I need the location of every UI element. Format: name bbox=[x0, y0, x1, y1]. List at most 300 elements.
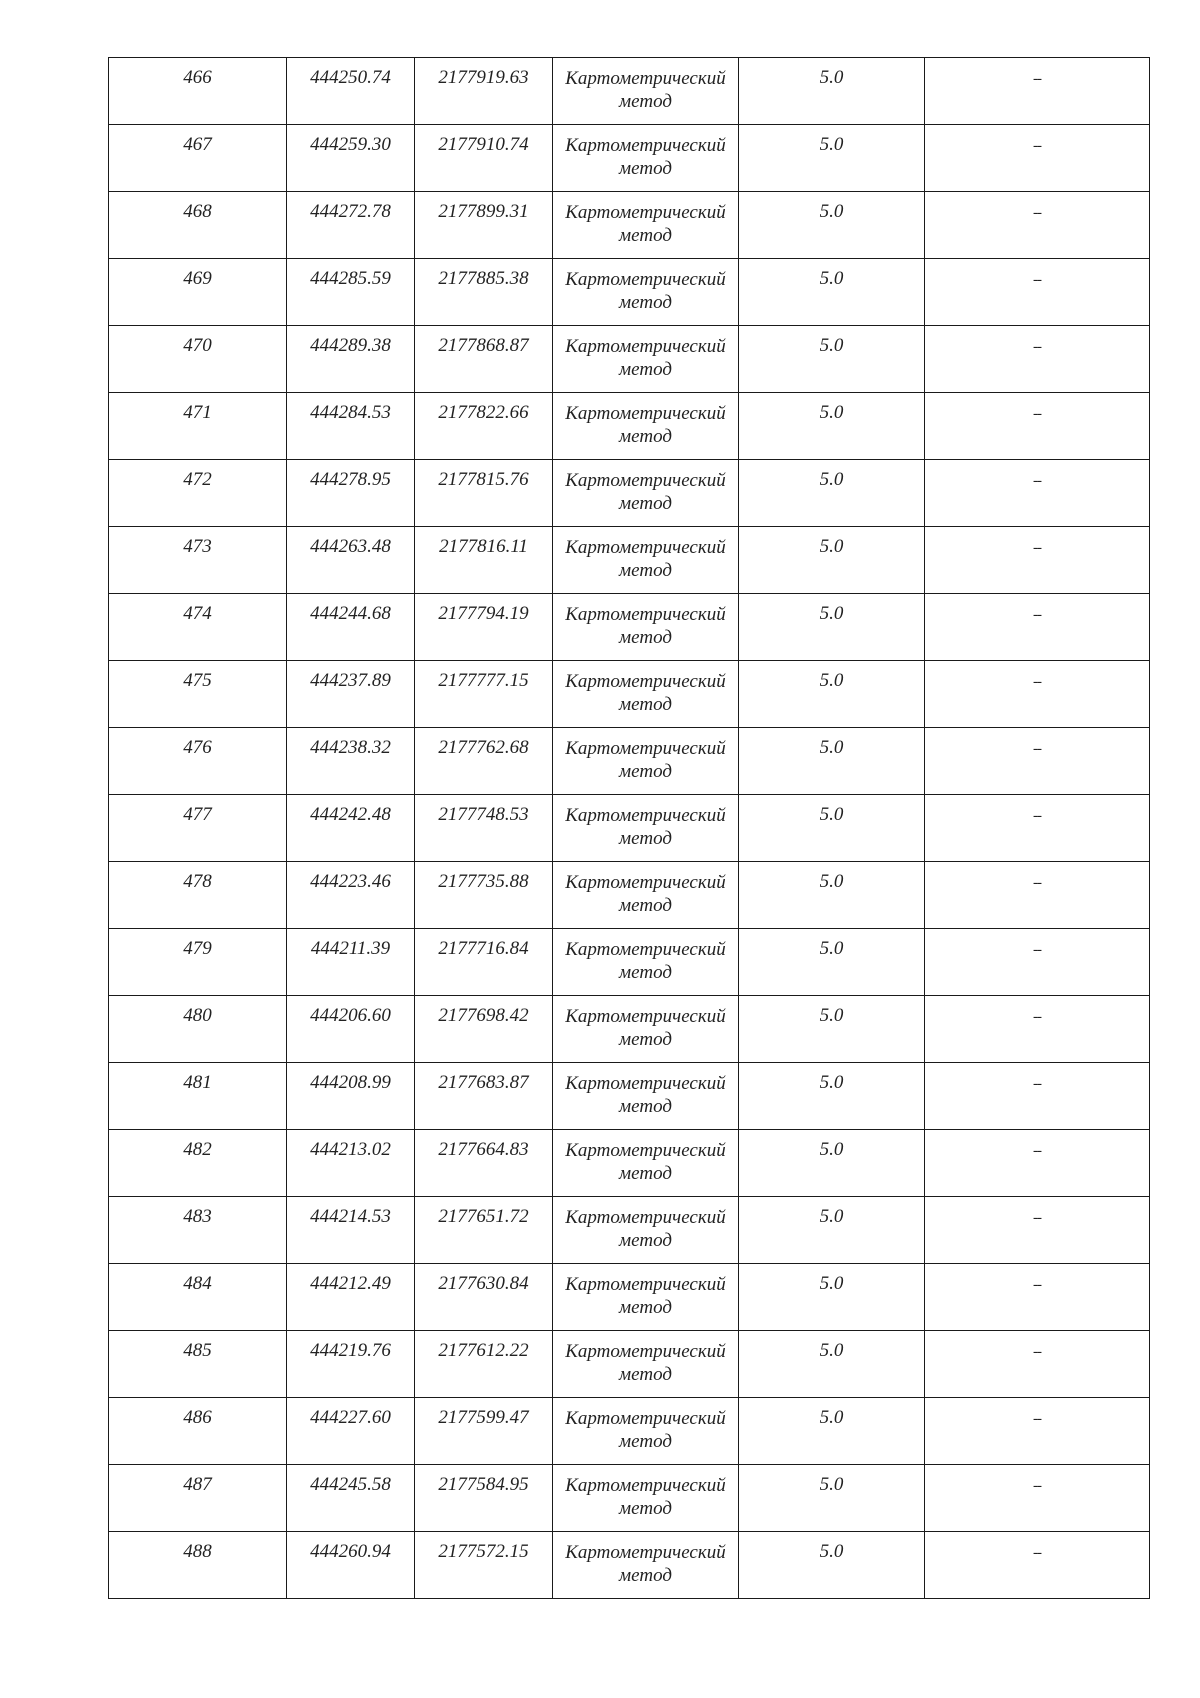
method-cell bbox=[553, 1197, 739, 1264]
note-cell bbox=[925, 527, 1150, 594]
x-coordinate-cell bbox=[287, 259, 415, 326]
method-cell bbox=[553, 795, 739, 862]
note-cell-text: -- bbox=[1033, 808, 1041, 824]
x-coordinate-cell-text: 444213.02 bbox=[310, 1139, 391, 1160]
table-row bbox=[109, 1264, 1150, 1331]
point-number-cell bbox=[109, 192, 287, 259]
note-cell-text: -- bbox=[1033, 942, 1041, 958]
method-text bbox=[553, 795, 738, 850]
note-cell bbox=[925, 862, 1150, 929]
y-coordinate-cell-text: 2177910.74 bbox=[438, 134, 529, 155]
accuracy-cell bbox=[739, 1398, 925, 1465]
x-coordinate-cell-text: 444214.53 bbox=[310, 1206, 391, 1227]
method-text bbox=[553, 1130, 738, 1185]
note-cell-text: -- bbox=[1033, 406, 1041, 422]
point-number-cell-text: 486 bbox=[183, 1407, 212, 1428]
y-coordinate-cell-text: 2177816.11 bbox=[439, 536, 528, 557]
method-cell bbox=[553, 393, 739, 460]
method-line-1: Картометрический bbox=[565, 1207, 726, 1228]
y-coordinate-cell-text: 2177919.63 bbox=[438, 67, 529, 88]
y-coordinate-cell bbox=[415, 259, 553, 326]
x-coordinate-cell-text: 444245.58 bbox=[310, 1474, 391, 1495]
method-line-1: Картометрический bbox=[565, 805, 726, 826]
y-coordinate-cell bbox=[415, 393, 553, 460]
y-coordinate-cell-text: 2177599.47 bbox=[438, 1407, 529, 1428]
table-row bbox=[109, 862, 1150, 929]
x-coordinate-cell-text: 444206.60 bbox=[310, 1005, 391, 1026]
method-line-1: Картометрический bbox=[565, 1140, 726, 1161]
note-cell bbox=[925, 393, 1150, 460]
table-row bbox=[109, 728, 1150, 795]
x-coordinate-cell bbox=[287, 1398, 415, 1465]
point-number-cell-text: 482 bbox=[183, 1139, 212, 1160]
method-line-1: Картометрический bbox=[565, 939, 726, 960]
note-cell-text: -- bbox=[1033, 272, 1041, 288]
table-row bbox=[109, 1532, 1150, 1599]
method-line-1: Картометрический bbox=[565, 671, 726, 692]
accuracy-cell-text: 5.0 bbox=[819, 737, 844, 758]
table-row bbox=[109, 661, 1150, 728]
point-number-cell-text: 487 bbox=[183, 1474, 212, 1495]
x-coordinate-cell bbox=[287, 527, 415, 594]
y-coordinate-cell-text: 2177748.53 bbox=[438, 804, 529, 825]
method-text bbox=[553, 125, 738, 180]
accuracy-cell bbox=[739, 862, 925, 929]
y-coordinate-cell-text: 2177716.84 bbox=[438, 938, 529, 959]
note-cell bbox=[925, 460, 1150, 527]
note-cell bbox=[925, 996, 1150, 1063]
point-number-cell bbox=[109, 527, 287, 594]
method-cell bbox=[553, 594, 739, 661]
accuracy-cell bbox=[739, 1130, 925, 1197]
x-coordinate-cell-text: 444227.60 bbox=[310, 1407, 391, 1428]
coordinates-table bbox=[108, 57, 1150, 1599]
accuracy-cell-text: 5.0 bbox=[819, 1273, 844, 1294]
x-coordinate-cell-text: 444237.89 bbox=[310, 670, 391, 691]
table-row bbox=[109, 594, 1150, 661]
note-cell bbox=[925, 1063, 1150, 1130]
method-line-2: метод bbox=[619, 1163, 672, 1184]
method-cell bbox=[553, 1532, 739, 1599]
note-cell-text: -- bbox=[1033, 1009, 1041, 1025]
y-coordinate-cell bbox=[415, 326, 553, 393]
y-coordinate-cell-text: 2177651.72 bbox=[438, 1206, 529, 1227]
x-coordinate-cell bbox=[287, 460, 415, 527]
accuracy-cell-text: 5.0 bbox=[819, 1340, 844, 1361]
point-number-cell-text: 474 bbox=[183, 603, 212, 624]
x-coordinate-cell bbox=[287, 1465, 415, 1532]
table-row bbox=[109, 58, 1150, 125]
accuracy-cell bbox=[739, 259, 925, 326]
method-line-1: Картометрический bbox=[565, 872, 726, 893]
accuracy-cell bbox=[739, 1264, 925, 1331]
method-text bbox=[553, 1398, 738, 1453]
method-line-2: метод bbox=[619, 1297, 672, 1318]
table-row bbox=[109, 1398, 1150, 1465]
table-row bbox=[109, 192, 1150, 259]
accuracy-cell-text: 5.0 bbox=[819, 1139, 844, 1160]
accuracy-cell bbox=[739, 1197, 925, 1264]
y-coordinate-cell-text: 2177899.31 bbox=[438, 201, 529, 222]
method-line-1: Картометрический bbox=[565, 202, 726, 223]
x-coordinate-cell bbox=[287, 728, 415, 795]
x-coordinate-cell-text: 444238.32 bbox=[310, 737, 391, 758]
x-coordinate-cell-text: 444211.39 bbox=[310, 938, 391, 959]
x-coordinate-cell-text: 444272.78 bbox=[310, 201, 391, 222]
y-coordinate-cell-text: 2177630.84 bbox=[438, 1273, 529, 1294]
method-line-2: метод bbox=[619, 158, 672, 179]
method-line-2: метод bbox=[619, 359, 672, 380]
x-coordinate-cell bbox=[287, 58, 415, 125]
y-coordinate-cell bbox=[415, 862, 553, 929]
x-coordinate-cell bbox=[287, 1532, 415, 1599]
method-text bbox=[553, 929, 738, 984]
note-cell bbox=[925, 259, 1150, 326]
method-text bbox=[553, 1465, 738, 1520]
accuracy-cell-text: 5.0 bbox=[819, 402, 844, 423]
method-line-1: Картометрический bbox=[565, 1475, 726, 1496]
method-line-2: метод bbox=[619, 828, 672, 849]
point-number-cell bbox=[109, 1331, 287, 1398]
point-number-cell bbox=[109, 1130, 287, 1197]
note-cell-text: -- bbox=[1033, 674, 1041, 690]
note-cell bbox=[925, 1532, 1150, 1599]
y-coordinate-cell bbox=[415, 996, 553, 1063]
y-coordinate-cell-text: 2177885.38 bbox=[438, 268, 529, 289]
note-cell-text: -- bbox=[1033, 1076, 1041, 1092]
accuracy-cell-text: 5.0 bbox=[819, 1206, 844, 1227]
point-number-cell bbox=[109, 594, 287, 661]
note-cell bbox=[925, 1264, 1150, 1331]
table-row bbox=[109, 460, 1150, 527]
method-text bbox=[553, 259, 738, 314]
method-line-1: Картометрический bbox=[565, 269, 726, 290]
point-number-cell-text: 467 bbox=[183, 134, 212, 155]
method-cell bbox=[553, 192, 739, 259]
point-number-cell bbox=[109, 58, 287, 125]
accuracy-cell bbox=[739, 1465, 925, 1532]
note-cell-text: -- bbox=[1033, 473, 1041, 489]
table-row bbox=[109, 259, 1150, 326]
method-cell bbox=[553, 996, 739, 1063]
y-coordinate-cell bbox=[415, 1532, 553, 1599]
method-cell bbox=[553, 58, 739, 125]
method-cell bbox=[553, 929, 739, 996]
y-coordinate-cell-text: 2177868.87 bbox=[438, 335, 529, 356]
x-coordinate-cell bbox=[287, 862, 415, 929]
note-cell bbox=[925, 594, 1150, 661]
x-coordinate-cell-text: 444278.95 bbox=[310, 469, 391, 490]
x-coordinate-cell bbox=[287, 661, 415, 728]
method-text bbox=[553, 728, 738, 783]
method-text bbox=[553, 996, 738, 1051]
accuracy-cell-text: 5.0 bbox=[819, 871, 844, 892]
accuracy-cell bbox=[739, 1063, 925, 1130]
method-line-1: Картометрический bbox=[565, 403, 726, 424]
method-line-2: метод bbox=[619, 560, 672, 581]
table-row bbox=[109, 1063, 1150, 1130]
x-coordinate-cell bbox=[287, 1264, 415, 1331]
x-coordinate-cell-text: 444244.68 bbox=[310, 603, 391, 624]
point-number-cell-text: 480 bbox=[183, 1005, 212, 1026]
note-cell bbox=[925, 1130, 1150, 1197]
method-text bbox=[553, 393, 738, 448]
method-line-1: Картометрический bbox=[565, 336, 726, 357]
method-line-1: Картометрический bbox=[565, 1542, 726, 1563]
accuracy-cell-text: 5.0 bbox=[819, 201, 844, 222]
method-cell bbox=[553, 728, 739, 795]
y-coordinate-cell bbox=[415, 460, 553, 527]
note-cell-text: -- bbox=[1033, 741, 1041, 757]
note-cell bbox=[925, 192, 1150, 259]
y-coordinate-cell-text: 2177584.95 bbox=[438, 1474, 529, 1495]
accuracy-cell-text: 5.0 bbox=[819, 603, 844, 624]
method-line-2: метод bbox=[619, 493, 672, 514]
accuracy-cell bbox=[739, 58, 925, 125]
x-coordinate-cell-text: 444250.74 bbox=[310, 67, 391, 88]
note-cell-text: -- bbox=[1033, 1411, 1041, 1427]
method-line-2: метод bbox=[619, 962, 672, 983]
method-line-1: Картометрический bbox=[565, 1274, 726, 1295]
accuracy-cell-text: 5.0 bbox=[819, 670, 844, 691]
point-number-cell bbox=[109, 1264, 287, 1331]
table-row bbox=[109, 1130, 1150, 1197]
note-cell-text: -- bbox=[1033, 1478, 1041, 1494]
method-cell bbox=[553, 862, 739, 929]
method-cell bbox=[553, 1331, 739, 1398]
y-coordinate-cell bbox=[415, 795, 553, 862]
y-coordinate-cell-text: 2177815.76 bbox=[438, 469, 529, 490]
y-coordinate-cell-text: 2177664.83 bbox=[438, 1139, 529, 1160]
point-number-cell bbox=[109, 1532, 287, 1599]
method-line-1: Картометрический bbox=[565, 470, 726, 491]
method-cell bbox=[553, 326, 739, 393]
point-number-cell bbox=[109, 1197, 287, 1264]
point-number-cell bbox=[109, 862, 287, 929]
y-coordinate-cell-text: 2177822.66 bbox=[438, 402, 529, 423]
method-text bbox=[553, 1532, 738, 1587]
x-coordinate-cell-text: 444289.38 bbox=[310, 335, 391, 356]
method-line-1: Картометрический bbox=[565, 1408, 726, 1429]
x-coordinate-cell bbox=[287, 1130, 415, 1197]
accuracy-cell-text: 5.0 bbox=[819, 938, 844, 959]
note-cell-text: -- bbox=[1033, 875, 1041, 891]
accuracy-cell bbox=[739, 728, 925, 795]
method-line-1: Картометрический bbox=[565, 68, 726, 89]
point-number-cell bbox=[109, 1063, 287, 1130]
table-row bbox=[109, 1331, 1150, 1398]
x-coordinate-cell bbox=[287, 192, 415, 259]
y-coordinate-cell bbox=[415, 192, 553, 259]
method-text bbox=[553, 1331, 738, 1386]
accuracy-cell bbox=[739, 527, 925, 594]
x-coordinate-cell-text: 444284.53 bbox=[310, 402, 391, 423]
y-coordinate-cell-text: 2177683.87 bbox=[438, 1072, 529, 1093]
y-coordinate-cell-text: 2177777.15 bbox=[438, 670, 529, 691]
y-coordinate-cell bbox=[415, 594, 553, 661]
note-cell bbox=[925, 1331, 1150, 1398]
y-coordinate-cell bbox=[415, 1197, 553, 1264]
table-row bbox=[109, 125, 1150, 192]
y-coordinate-cell-text: 2177762.68 bbox=[438, 737, 529, 758]
accuracy-cell-text: 5.0 bbox=[819, 67, 844, 88]
note-cell-text: -- bbox=[1033, 1545, 1041, 1561]
note-cell bbox=[925, 929, 1150, 996]
method-line-2: метод bbox=[619, 694, 672, 715]
table-row bbox=[109, 1465, 1150, 1532]
accuracy-cell bbox=[739, 192, 925, 259]
point-number-cell-text: 476 bbox=[183, 737, 212, 758]
method-cell bbox=[553, 460, 739, 527]
method-line-1: Картометрический bbox=[565, 1006, 726, 1027]
method-line-1: Картометрический bbox=[565, 604, 726, 625]
table-row bbox=[109, 929, 1150, 996]
method-line-2: метод bbox=[619, 225, 672, 246]
method-cell bbox=[553, 527, 739, 594]
method-line-1: Картометрический bbox=[565, 1341, 726, 1362]
x-coordinate-cell bbox=[287, 1331, 415, 1398]
y-coordinate-cell bbox=[415, 1063, 553, 1130]
accuracy-cell bbox=[739, 594, 925, 661]
point-number-cell bbox=[109, 728, 287, 795]
method-cell bbox=[553, 125, 739, 192]
y-coordinate-cell bbox=[415, 1465, 553, 1532]
method-line-2: метод bbox=[619, 1029, 672, 1050]
point-number-cell-text: 477 bbox=[183, 804, 212, 825]
y-coordinate-cell bbox=[415, 929, 553, 996]
point-number-cell bbox=[109, 259, 287, 326]
method-line-1: Картометрический bbox=[565, 135, 726, 156]
point-number-cell bbox=[109, 1465, 287, 1532]
y-coordinate-cell bbox=[415, 527, 553, 594]
point-number-cell-text: 471 bbox=[183, 402, 212, 423]
point-number-cell-text: 488 bbox=[183, 1541, 212, 1562]
y-coordinate-cell-text: 2177735.88 bbox=[438, 871, 529, 892]
method-line-2: метод bbox=[619, 1230, 672, 1251]
point-number-cell-text: 469 bbox=[183, 268, 212, 289]
accuracy-cell bbox=[739, 795, 925, 862]
point-number-cell bbox=[109, 929, 287, 996]
method-cell bbox=[553, 259, 739, 326]
x-coordinate-cell bbox=[287, 1063, 415, 1130]
method-line-2: метод bbox=[619, 1096, 672, 1117]
y-coordinate-cell bbox=[415, 1264, 553, 1331]
y-coordinate-cell bbox=[415, 728, 553, 795]
point-number-cell bbox=[109, 326, 287, 393]
method-line-2: метод bbox=[619, 895, 672, 916]
note-cell bbox=[925, 1465, 1150, 1532]
note-cell bbox=[925, 1197, 1150, 1264]
accuracy-cell-text: 5.0 bbox=[819, 804, 844, 825]
accuracy-cell-text: 5.0 bbox=[819, 469, 844, 490]
note-cell-text: -- bbox=[1033, 1143, 1041, 1159]
note-cell bbox=[925, 661, 1150, 728]
method-line-1: Картометрический bbox=[565, 738, 726, 759]
point-number-cell-text: 478 bbox=[183, 871, 212, 892]
accuracy-cell-text: 5.0 bbox=[819, 1005, 844, 1026]
method-cell bbox=[553, 1398, 739, 1465]
point-number-cell-text: 475 bbox=[183, 670, 212, 691]
point-number-cell bbox=[109, 795, 287, 862]
note-cell-text: -- bbox=[1033, 1210, 1041, 1226]
method-cell bbox=[553, 1063, 739, 1130]
method-line-2: метод bbox=[619, 1364, 672, 1385]
note-cell-text: -- bbox=[1033, 205, 1041, 221]
y-coordinate-cell-text: 2177612.22 bbox=[438, 1340, 529, 1361]
accuracy-cell-text: 5.0 bbox=[819, 335, 844, 356]
table-row bbox=[109, 527, 1150, 594]
accuracy-cell-text: 5.0 bbox=[819, 1407, 844, 1428]
note-cell-text: -- bbox=[1033, 540, 1041, 556]
x-coordinate-cell bbox=[287, 125, 415, 192]
note-cell-text: -- bbox=[1033, 339, 1041, 355]
accuracy-cell bbox=[739, 1532, 925, 1599]
method-line-2: метод bbox=[619, 627, 672, 648]
method-cell bbox=[553, 1264, 739, 1331]
x-coordinate-cell-text: 444212.49 bbox=[310, 1273, 391, 1294]
x-coordinate-cell bbox=[287, 594, 415, 661]
method-line-2: метод bbox=[619, 292, 672, 313]
note-cell bbox=[925, 58, 1150, 125]
accuracy-cell bbox=[739, 393, 925, 460]
point-number-cell-text: 473 bbox=[183, 536, 212, 557]
accuracy-cell bbox=[739, 929, 925, 996]
accuracy-cell bbox=[739, 125, 925, 192]
point-number-cell-text: 483 bbox=[183, 1206, 212, 1227]
x-coordinate-cell-text: 444263.48 bbox=[310, 536, 391, 557]
accuracy-cell bbox=[739, 661, 925, 728]
x-coordinate-cell bbox=[287, 929, 415, 996]
method-line-2: метод bbox=[619, 1431, 672, 1452]
method-cell bbox=[553, 1130, 739, 1197]
point-number-cell-text: 484 bbox=[183, 1273, 212, 1294]
method-line-2: метод bbox=[619, 1498, 672, 1519]
method-text bbox=[553, 1063, 738, 1118]
accuracy-cell-text: 5.0 bbox=[819, 134, 844, 155]
method-text bbox=[553, 862, 738, 917]
y-coordinate-cell bbox=[415, 1398, 553, 1465]
note-cell bbox=[925, 795, 1150, 862]
x-coordinate-cell bbox=[287, 1197, 415, 1264]
y-coordinate-cell bbox=[415, 1331, 553, 1398]
y-coordinate-cell bbox=[415, 1130, 553, 1197]
method-line-1: Картометрический bbox=[565, 1073, 726, 1094]
point-number-cell bbox=[109, 996, 287, 1063]
note-cell bbox=[925, 1398, 1150, 1465]
note-cell bbox=[925, 125, 1150, 192]
x-coordinate-cell bbox=[287, 795, 415, 862]
accuracy-cell bbox=[739, 460, 925, 527]
y-coordinate-cell bbox=[415, 58, 553, 125]
note-cell-text: -- bbox=[1033, 607, 1041, 623]
accuracy-cell bbox=[739, 996, 925, 1063]
x-coordinate-cell-text: 444223.46 bbox=[310, 871, 391, 892]
point-number-cell bbox=[109, 661, 287, 728]
x-coordinate-cell bbox=[287, 326, 415, 393]
y-coordinate-cell-text: 2177572.15 bbox=[438, 1541, 529, 1562]
accuracy-cell-text: 5.0 bbox=[819, 536, 844, 557]
x-coordinate-cell-text: 444260.94 bbox=[310, 1541, 391, 1562]
point-number-cell-text: 470 bbox=[183, 335, 212, 356]
accuracy-cell-text: 5.0 bbox=[819, 268, 844, 289]
method-text bbox=[553, 661, 738, 716]
method-line-2: метод bbox=[619, 426, 672, 447]
point-number-cell bbox=[109, 460, 287, 527]
method-cell bbox=[553, 661, 739, 728]
method-text bbox=[553, 1197, 738, 1252]
y-coordinate-cell bbox=[415, 661, 553, 728]
point-number-cell-text: 485 bbox=[183, 1340, 212, 1361]
